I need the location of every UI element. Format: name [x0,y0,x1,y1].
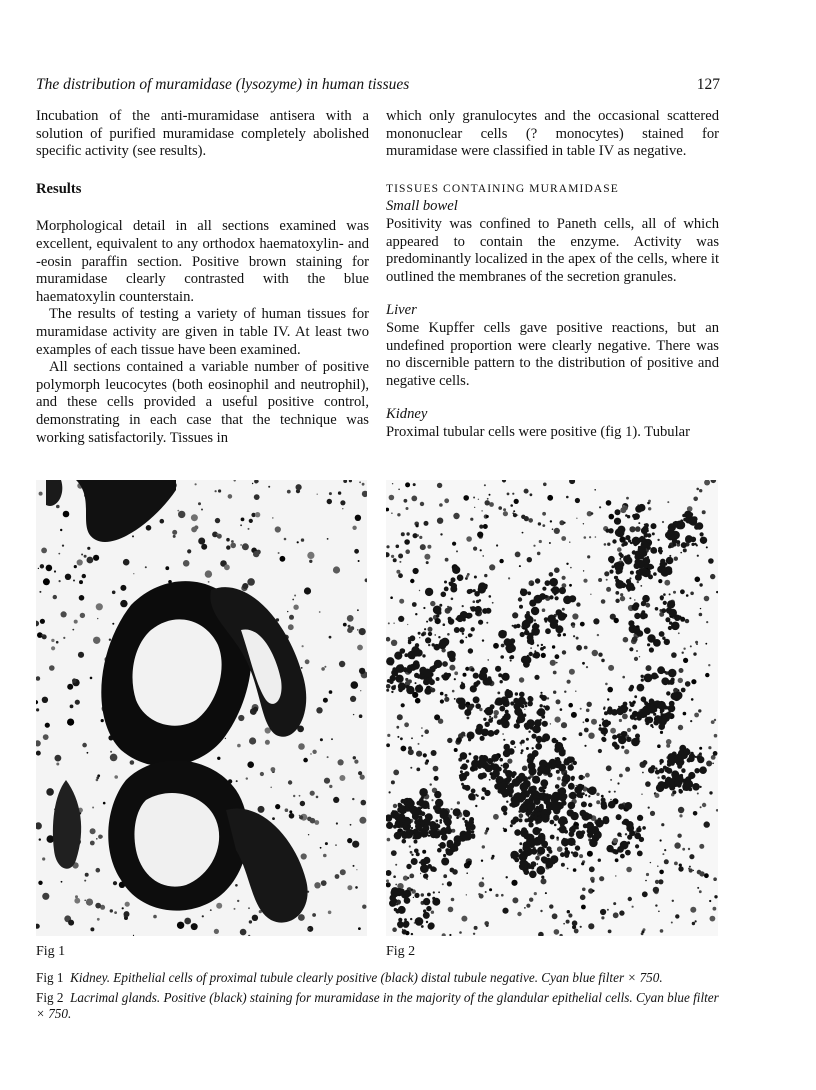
lacrimal-gland-micrograph-image [386,480,718,936]
results-heading: Results [36,180,82,197]
running-header [36,76,720,96]
kidney-paragraph: Proximal tubular cells were positive (fig 1). Tubular [386,423,690,440]
left-column [36,108,369,447]
caption-2-label: Fig 2 [36,990,64,1005]
caption-2-text: Lacrimal glands. Positive (black) staining for muramidase in the majority of the glandular epithelial cells. Cyan blue filter × 750. [36,990,719,1021]
right-column [386,108,719,442]
page-number: 127 [696,76,720,93]
figure-2-caption [36,990,720,1022]
figure-2-micrograph [386,480,718,936]
subheading-liver: Liver [386,302,417,319]
kidney-micrograph-image [36,480,367,936]
figure-1-micrograph [36,480,367,936]
section-heading: TISSUES CONTAINING MURAMIDASE [386,182,619,195]
intro-paragraph: Incubation of the anti-muramidase antisera with a solution of purified muramidase completely abolished specific activity (see results). [36,108,369,160]
caption-1-text: Kidney. Epithelial cells of proximal tubule clearly positive (black) distal tubule negative. Cyan blue filter × 750. [70,970,663,985]
running-title: The distribution of muramidase (lysozyme) in human tissues [36,76,410,93]
caption-1-label: Fig 1 [36,970,64,985]
small-bowel-paragraph: Positivity was confined to Paneth cells, all of which appeared to contain the enzyme. Activity was predominantly localized in the apex of the cells, where it outlined the membranes of the secretion granules. [386,215,719,285]
figure-2-label: Fig 2 [386,944,416,959]
figure-1-label: Fig 1 [36,944,66,959]
liver-paragraph: Some Kupffer cells gave positive reactions, but an undefined proportion were clearly negative. There was no discernible pattern to the distribution of positive and negative cells. [386,319,719,389]
results-paragraph-3: All sections contained a variable number of positive polymorph leucocytes (both eosinophil and neutrophil), and these cells provided a useful positive control, demonstrating in each case that the technique was working satisfactorily. Tissues in [36,359,369,446]
figure-1-caption [36,970,720,986]
continued-paragraph: which only granulocytes and the occasional scattered mononuclear cells (? monocytes) stained for muramidase were classified in table IV as negative. [386,108,719,160]
subheading-kidney: Kidney [386,406,428,423]
results-paragraph-1: Morphological detail in all sections examined was excellent, equivalent to any orthodox haematoxylin- and -eosin paraffin section. Positive brown staining for muramidase clearly contrasted with the blue haematoxylin counterstain. [36,218,369,305]
results-paragraph-2: The results of testing a variety of human tissues for muramidase activity are given in table IV. At least two examples of each tissue have been examined. [36,306,369,358]
subheading-small-bowel: Small bowel [386,198,458,215]
